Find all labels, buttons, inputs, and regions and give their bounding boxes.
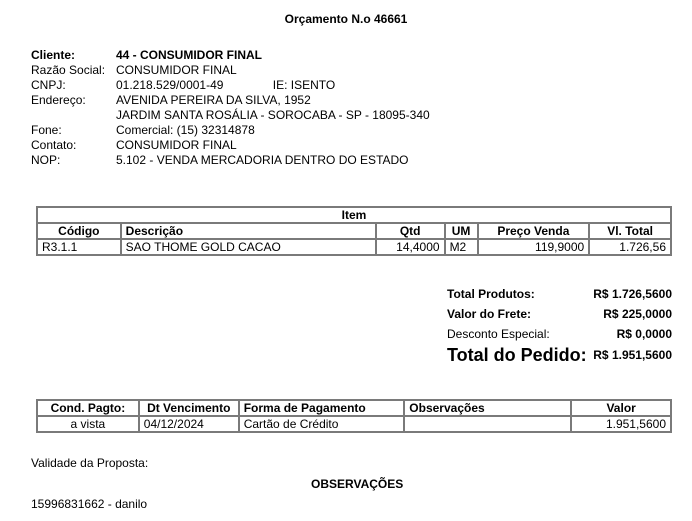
validade-label: Validade da Proposta: (31, 456, 149, 470)
info-value: 5.102 - VENDA MERCADORIA DENTRO DO ESTADO (116, 153, 409, 167)
info-value: Comercial: (15) 32314878 (116, 123, 255, 137)
info-value: CONSUMIDOR FINAL (116, 63, 237, 77)
info-label: Contato: (31, 138, 77, 152)
info-label: Razão Social: (31, 63, 106, 77)
total-pedido-value: R$ 1.951,5600 (593, 348, 672, 362)
cell-qtd: 14,4000 (376, 239, 445, 255)
desconto-value: R$ 0,0000 (616, 327, 672, 341)
col-header-qtd: Qtd (376, 223, 445, 239)
ie-label: IE: (272, 78, 288, 92)
total-pedido-label: Total do Pedido: (447, 345, 587, 365)
col-header-descricao: Descrição (121, 223, 376, 239)
document-title: Orçamento N.o 46661 (284, 12, 408, 26)
cell-valor: 1.951,5600 (571, 416, 671, 432)
total-produtos-value: R$ 1.726,5600 (593, 287, 672, 301)
cell-dt-vencimento: 04/12/2024 (139, 416, 239, 432)
info-value: JARDIM SANTA ROSÁLIA - SOROCABA - SP - 18095-340 (116, 108, 430, 122)
info-label: NOP: (31, 153, 61, 167)
desconto-label: Desconto Especial: (447, 327, 550, 341)
col-header-observacoes: Observações (404, 400, 571, 416)
info-label: Fone: (31, 123, 62, 137)
cell-preco-venda: 119,9000 (478, 239, 590, 255)
totals-block (447, 287, 672, 371)
info-value: CONSUMIDOR FINAL (116, 138, 237, 152)
items-caption: Item (37, 207, 671, 223)
cell-codigo: R3.1.1 (37, 239, 121, 255)
info-value (116, 78, 335, 93)
col-header-preco-venda: Preço Venda (478, 223, 590, 239)
col-header-forma-pagamento: Forma de Pagamento (239, 400, 405, 416)
col-header-cond-pagto: Cond. Pagto: (37, 400, 139, 416)
payment-table (36, 399, 672, 433)
cell-um: M2 (445, 239, 478, 255)
info-label: Endereço: (31, 93, 86, 107)
cell-forma-pagamento: Cartão de Crédito (239, 416, 405, 432)
info-value: AVENIDA PEREIRA DA SILVA, 1952 (116, 93, 311, 107)
desconto-row (447, 327, 672, 347)
info-value: 44 - CONSUMIDOR FINAL (116, 48, 263, 62)
items-table (36, 206, 672, 256)
frete-label: Valor do Frete: (447, 307, 532, 321)
frete-value: R$ 225,0000 (603, 307, 672, 321)
table-row (37, 239, 671, 255)
items-header-row (37, 223, 671, 239)
total-pedido-row (447, 347, 672, 371)
cell-vl-total: 1.726,56 (589, 239, 671, 255)
info-label: Cliente: (31, 48, 76, 62)
payment-header-row (37, 400, 671, 416)
ie-value: ISENTO (290, 78, 336, 92)
observacoes-text: 15996831662 - danilo (31, 497, 148, 511)
col-header-codigo: Código (37, 223, 121, 239)
cell-cond-pagto: a vista (37, 416, 139, 432)
col-header-um: UM (445, 223, 478, 239)
col-header-vl-total: Vl. Total (589, 223, 671, 239)
cell-observacoes (404, 416, 571, 432)
cell-descricao: SAO THOME GOLD CACAO (121, 239, 376, 255)
observacoes-title: OBSERVAÇÕES (311, 477, 404, 491)
col-header-valor: Valor (571, 400, 671, 416)
info-label: CNPJ: (31, 78, 66, 92)
table-row (37, 416, 671, 432)
cnpj-value: 01.218.529/0001-49 (116, 78, 224, 92)
frete-row (447, 307, 672, 327)
col-header-dt-vencimento: Dt Vencimento (139, 400, 239, 416)
total-produtos-row (447, 287, 672, 307)
total-produtos-label: Total Produtos: (447, 287, 535, 301)
